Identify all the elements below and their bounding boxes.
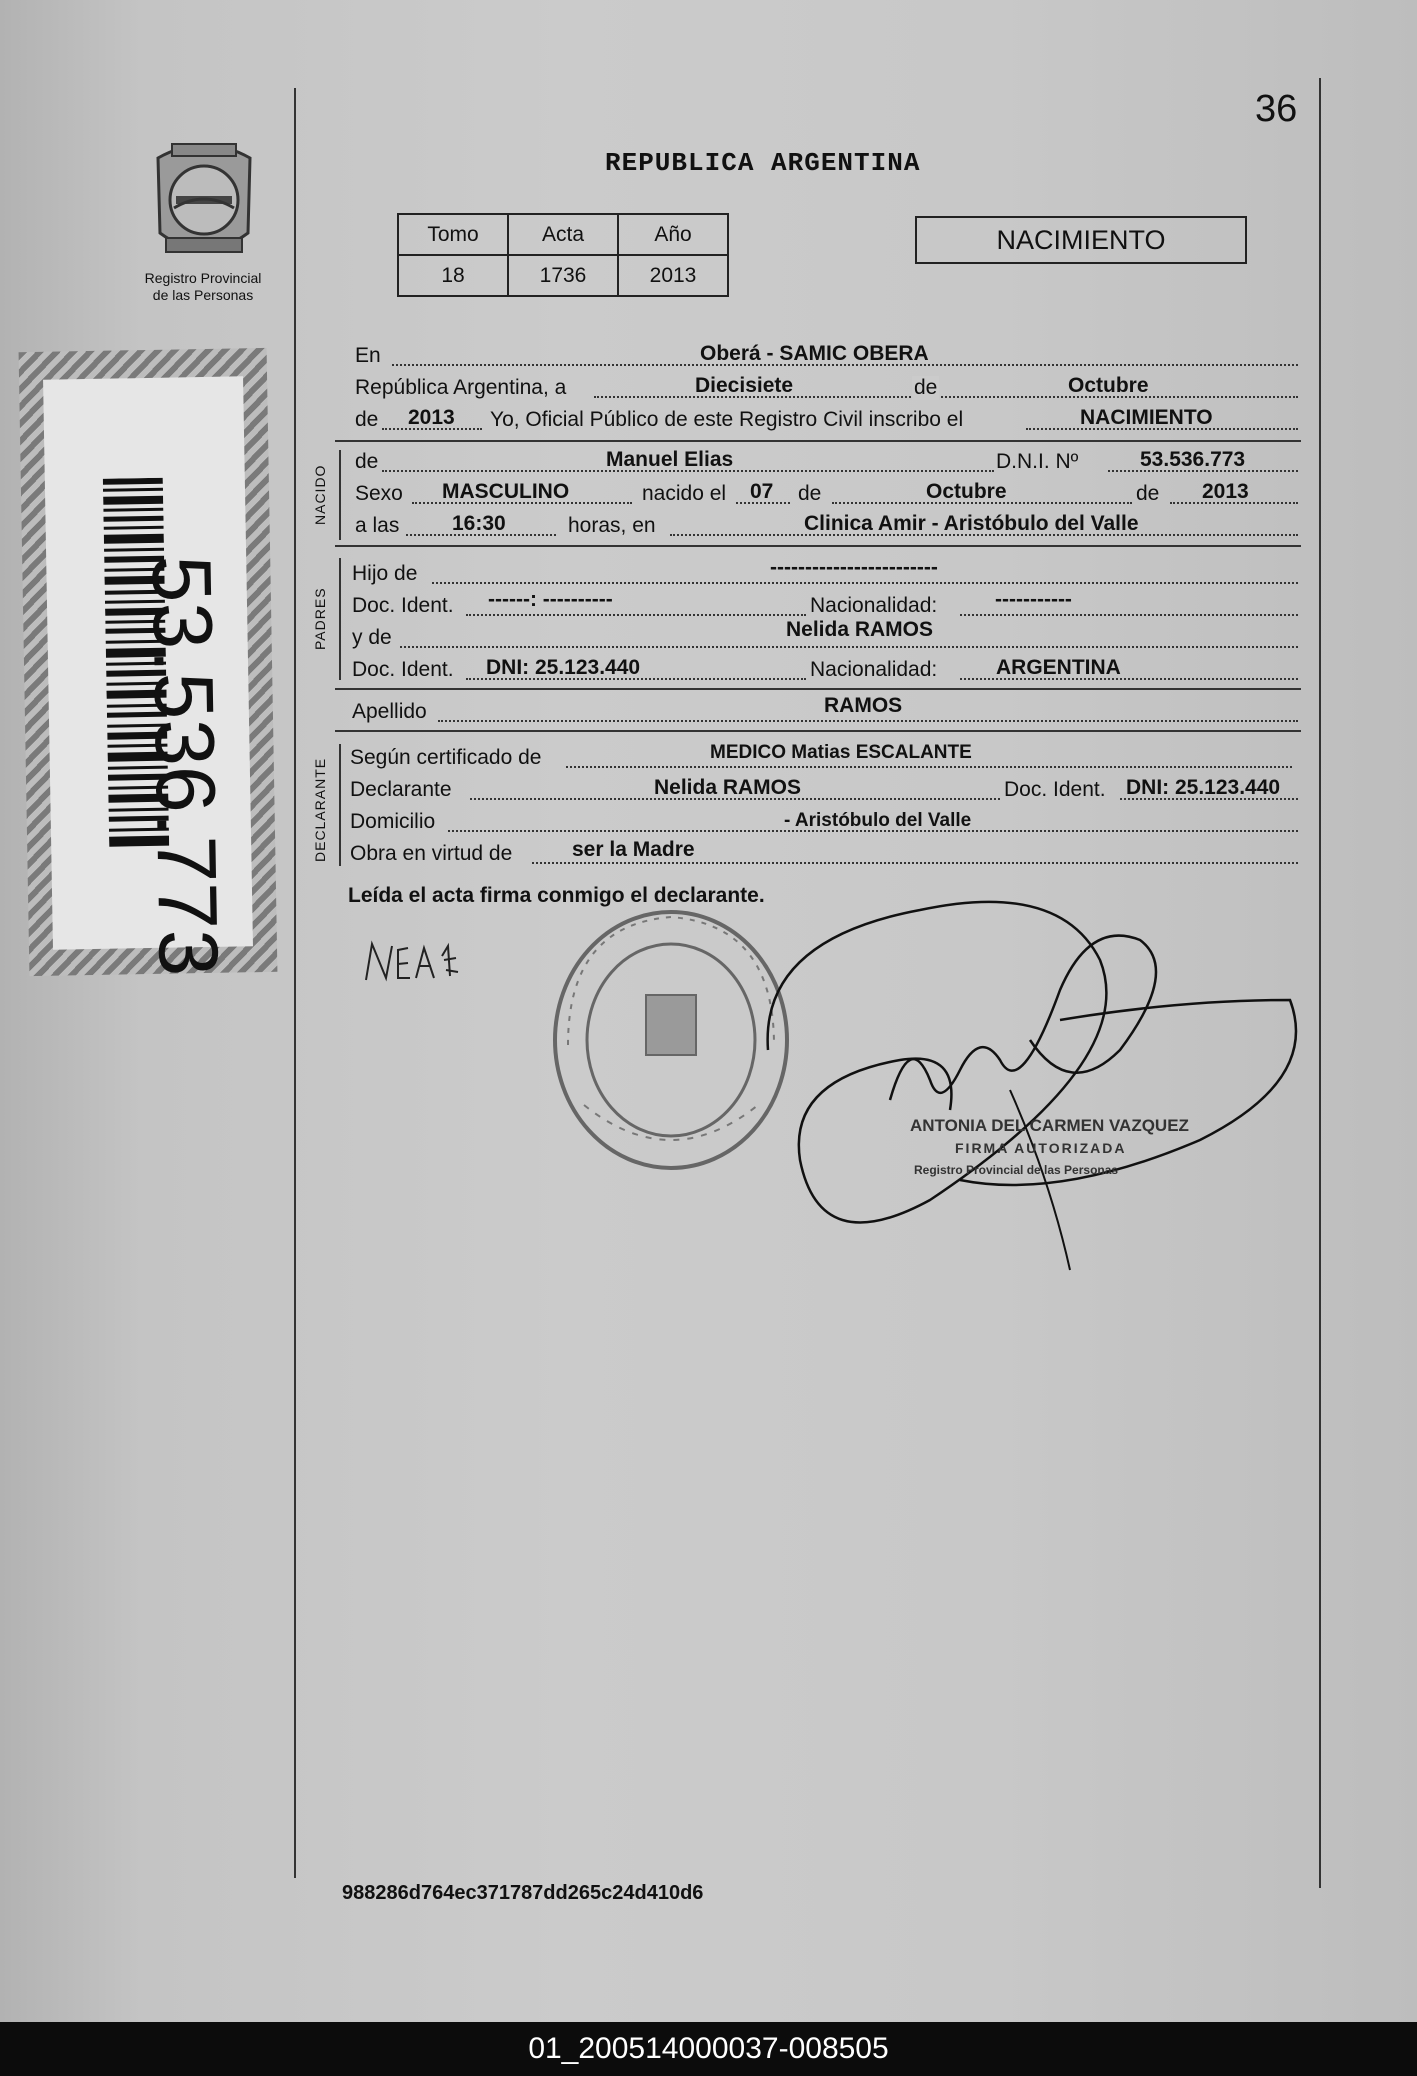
image-footer-id: 01_200514000037-008505: [0, 2022, 1417, 2076]
value-declarante: Nelida RAMOS: [654, 776, 802, 799]
label-doc-decl: Doc. Ident.: [1004, 778, 1106, 801]
row-domicilio: [350, 808, 1298, 838]
divider: [335, 440, 1301, 442]
value-doc1: ------: ----------: [488, 588, 613, 611]
label-de-month: de: [914, 376, 938, 399]
label-de-birth-month: de: [798, 482, 822, 505]
value-apellido: RAMOS: [824, 694, 903, 717]
official-stamp: [548, 905, 794, 1175]
row-obra: [350, 840, 1298, 870]
value-certificado: MEDICO Matias ESCALANTE: [710, 742, 972, 763]
signatory-name: ANTONIA DEL CARMEN VAZQUEZ: [910, 1116, 1189, 1135]
label-apellido: Apellido: [352, 700, 427, 723]
row-segun: [350, 744, 1298, 774]
header-tomo: Tomo: [398, 214, 508, 255]
row-nacido-name: [350, 448, 1298, 478]
side-label-padres: PADRES: [312, 587, 328, 650]
value-birth-year: 2013: [1202, 480, 1249, 503]
value-time: 16:30: [452, 512, 506, 535]
barcode-label-inner: [43, 376, 253, 977]
declarante-bracket: [339, 744, 341, 866]
label-segun: Según certificado de: [350, 746, 542, 769]
label-de-birth-year: de: [1136, 482, 1160, 505]
document-hash: 988286d764ec371787dd265c24d410d6: [342, 1882, 704, 1904]
label-declarante: Declarante: [350, 778, 452, 801]
row-doc2: [350, 656, 1298, 686]
label-domicilio: Domicilio: [350, 810, 436, 833]
left-margin-line: [294, 88, 296, 1878]
side-label-nacido: NACIDO: [312, 464, 328, 525]
label-hijo: Hijo de: [352, 562, 418, 585]
value-nac1: -----------: [995, 588, 1072, 611]
label-yde: y de: [352, 626, 392, 649]
label-nac2: Nacionalidad:: [810, 658, 938, 681]
label-republica: República Argentina, a: [355, 376, 567, 399]
value-day: Diecisiete: [695, 374, 794, 397]
value-ano: 2013: [618, 255, 728, 296]
value-child-name: Manuel Elias: [606, 448, 734, 471]
value-tomo: 18: [398, 255, 508, 296]
row-hijo: [350, 556, 1298, 590]
row-apellido: [350, 694, 1298, 728]
divider: [335, 730, 1301, 732]
value-birth-place: Clinica Amir - Aristóbulo del Valle: [804, 512, 1139, 535]
signatory-block: [910, 1115, 1189, 1181]
handwritten-note: [362, 936, 472, 986]
tomo-acta-table: [397, 213, 729, 297]
value-year: 2013: [408, 406, 455, 429]
row-en: [350, 342, 1298, 372]
label-de-year: de: [355, 408, 379, 431]
label-en: En: [355, 344, 381, 367]
divider: [335, 688, 1301, 690]
value-birth-day: 07: [750, 480, 774, 503]
value-domicilio: - Aristóbulo del Valle: [784, 810, 972, 831]
value-doc-decl: DNI: 25.123.440: [1126, 776, 1281, 799]
row-declarante: [350, 776, 1298, 806]
province-seal-icon: [148, 138, 260, 263]
value-nac2: ARGENTINA: [996, 656, 1121, 679]
value-obra: ser la Madre: [572, 838, 695, 861]
side-label-declarante: DECLARANTE: [312, 757, 328, 862]
row-alas: [350, 512, 1298, 542]
row-republica: [350, 374, 1298, 404]
registry-label: [118, 270, 288, 304]
value-place: Oberá - SAMIC OBERA: [700, 342, 929, 365]
signatory-office: Registro Provincial de las Personas: [914, 1163, 1119, 1177]
value-sexo: MASCULINO: [442, 480, 570, 503]
label-nac1: Nacionalidad:: [810, 594, 938, 617]
row-sexo: [350, 480, 1298, 510]
value-doc2: DNI: 25.123.440: [486, 656, 641, 679]
header-ano: Año: [618, 214, 728, 255]
value-month: Octubre: [1068, 374, 1149, 397]
label-obra: Obra en virtud de: [350, 842, 513, 865]
label-doc1: Doc. Ident.: [352, 594, 454, 617]
document-title: REPUBLICA ARGENTINA: [605, 148, 921, 178]
divider: [335, 545, 1301, 547]
value-inscribo: NACIMIENTO: [1080, 406, 1213, 429]
padres-bracket: [339, 558, 341, 680]
label-nacido-el: nacido el: [642, 482, 727, 505]
label-doc2: Doc. Ident.: [352, 658, 454, 681]
value-acta: 1736: [508, 255, 618, 296]
record-type-box: NACIMIENTO: [915, 216, 1247, 264]
official-signature: [760, 880, 1320, 1280]
value-birth-month: Octubre: [926, 480, 1007, 503]
closing-statement: Leída el acta firma conmigo el declarante.: [348, 884, 765, 907]
page-number: 36: [1255, 88, 1298, 130]
value-father: ------------------------: [770, 556, 938, 579]
label-horas: horas, en: [568, 514, 656, 537]
value-dni: 53.536.773: [1140, 448, 1246, 471]
signatory-role: FIRMA AUTORIZADA: [955, 1140, 1127, 1156]
registry-label-line-2: de las Personas: [152, 287, 254, 303]
barcode-label: [19, 348, 278, 976]
row-inscribo: [350, 406, 1298, 436]
value-mother: Nelida RAMOS: [786, 618, 934, 641]
label-alas: a las: [355, 514, 400, 537]
registry-label-line-1: Registro Provincial: [144, 270, 262, 286]
header-acta: Acta: [508, 214, 618, 255]
barcode-number: 53.536.773: [134, 554, 236, 977]
label-dni: D.N.I. Nº: [996, 450, 1079, 473]
label-sexo: Sexo: [355, 482, 403, 505]
row-yde: [350, 618, 1298, 654]
label-de-name: de: [355, 450, 379, 473]
label-inscribo: Yo, Oficial Público de este Registro Civil inscribo el: [490, 408, 964, 431]
nacido-bracket: [339, 450, 341, 540]
